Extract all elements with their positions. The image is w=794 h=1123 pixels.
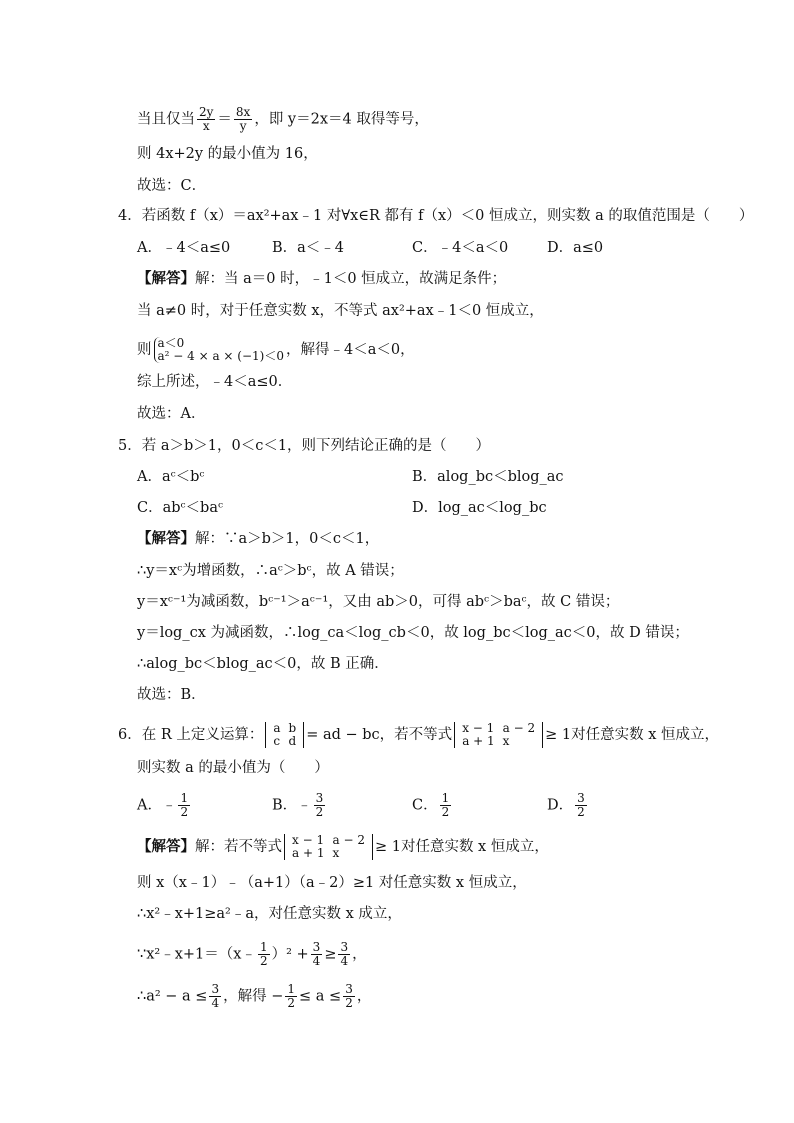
fraction: $\frac{3}{2}$ <box>345 982 353 1010</box>
question-6: 6．在 R 上定义运算： a b c d = ad − bc，若不等式 x − 1 a − 2 a + 1 x ≥ 1对任意实数 x 恒成立， <box>118 721 720 748</box>
fraction: $\frac{3}{2}$ <box>577 791 585 819</box>
q5-solution-6: 故选：B． <box>137 687 206 703</box>
determinant: a b c d <box>265 722 304 748</box>
line-answer-c: 故选：C． <box>137 178 207 194</box>
q4-solution-4: 综上所述，﹣4＜a≤0． <box>137 374 293 390</box>
equation-system: a＜0 a² − 4 × a × (−1)＜0 <box>154 337 285 363</box>
q5-option-b: B．alog_bc＜blog_ac <box>412 469 564 485</box>
q6-option-a: A．﹣ $\frac{1}{2}$ <box>137 791 189 819</box>
question-5: 5．若 a＞b＞1，0＜c＜1，则下列结论正确的是（ ） <box>118 438 491 454</box>
fraction: $\frac{3}{4}$ <box>312 940 321 968</box>
q5-solution-1: 【解答】解：∵a＞b＞1，0＜c＜1， <box>137 530 380 547</box>
q6-solution-2: 则 x（x﹣1）﹣（a+1）（a﹣2）≥1 对任意实数 x 恒成立， <box>137 875 527 891</box>
q6-solution-1: 【解答】解：若不等式 x − 1 a − 2 a + 1 x ≥ 1对任意实数 x 恒成立， <box>137 833 549 860</box>
q6-solution-4: ∵x²﹣x+1＝（x﹣ $\frac{1}{2}$ ）² + $\frac{3}{4}$ ≥ $\frac{3}{4}$ ， <box>137 940 367 968</box>
q6-solution-5: ∴a² − a ≤ $\frac{3}{4}$ ，解得 − $\frac{1}{2}$ ≤ a ≤ $\frac{3}{2}$ ， <box>137 982 372 1010</box>
fraction: $\frac{1}{2}$ <box>259 940 268 968</box>
fraction: $\frac{8x}{y}$ <box>235 105 251 133</box>
determinant: x − 1 a − 2 a + 1 x <box>284 834 373 860</box>
q4-option-c: C．﹣4＜a＜0 <box>412 240 509 256</box>
q6-solution-3: ∴x²﹣x+1≥a²﹣a，对任意实数 x 成立， <box>137 906 402 922</box>
q4-option-d: D．a≤0 <box>547 240 604 256</box>
q4-option-b: B．a＜﹣4 <box>272 240 345 256</box>
line-equality-condition: 当且仅当 $\frac{2y}{x}$ ＝ $\frac{8x}{y}$ ，即 y＝2x＝4 取得等号， <box>137 105 429 133</box>
q5-option-d: D．log_ac＜log_bc <box>412 500 547 516</box>
q4-solution-1: 【解答】解：当 a＝0 时，﹣1＜0 恒成立，故满足条件； <box>137 270 507 287</box>
q5-solution-4: y＝log_cx 为减函数，∴log_ca＜log_cb＜0，故 log_bc＜log_ac＜0，故 D 错误； <box>137 625 689 641</box>
fraction: $\frac{1}{2}$ <box>180 791 189 819</box>
q4-solution-5: 故选：A． <box>137 406 206 422</box>
q5-option-c: C．abᶜ＜baᶜ <box>137 500 223 516</box>
question-6-line2: 则实数 a 的最小值为（ ） <box>137 760 329 776</box>
fraction: $\frac{2y}{x}$ <box>199 105 214 133</box>
q4-option-a: A．﹣4＜a≤0 <box>137 240 231 256</box>
fraction: $\frac{3}{4}$ <box>340 940 349 968</box>
determinant: x − 1 a − 2 a + 1 x <box>454 722 543 748</box>
q6-option-d: D． $\frac{3}{2}$ <box>547 791 585 819</box>
q5-solution-5: ∴alog_bc＜blog_ac＜0，故 B 正确． <box>137 656 389 672</box>
fraction: $\frac{1}{2}$ <box>287 982 296 1010</box>
q5-option-a: A．aᶜ＜bᶜ <box>137 469 205 485</box>
q4-solution-2: 当 a≠0 时，对于任意实数 x，不等式 ax²+ax﹣1＜0 恒成立， <box>137 303 544 319</box>
question-4: 4．若函数 f（x）＝ax²+ax﹣1 对∀x∈R 都有 f（x）＜0 恒成立，则实数 a 的取值范围是（ ） <box>118 208 754 224</box>
q6-option-c: C． $\frac{1}{2}$ <box>412 791 450 819</box>
fraction: $\frac{3}{2}$ <box>315 791 324 819</box>
line-min-value: 则 4x+2y 的最小值为 16， <box>137 146 318 162</box>
q5-solution-3: y＝xᶜ⁻¹为减函数，bᶜ⁻¹＞aᶜ⁻¹，又由 ab＞0，可得 abᶜ＞baᶜ，故 C 错误； <box>137 594 620 610</box>
q6-option-b: B．﹣ $\frac{3}{2}$ <box>272 791 324 819</box>
q5-solution-2: ∴y＝xᶜ为增函数，∴aᶜ＞bᶜ，故 A 错误； <box>137 563 404 579</box>
q4-solution-3: 则 a＜0 a² − 4 × a × (−1)＜0 ，解得﹣4＜a＜0， <box>137 336 415 363</box>
fraction: $\frac{3}{4}$ <box>211 982 220 1010</box>
fraction: $\frac{1}{2}$ <box>441 791 450 819</box>
